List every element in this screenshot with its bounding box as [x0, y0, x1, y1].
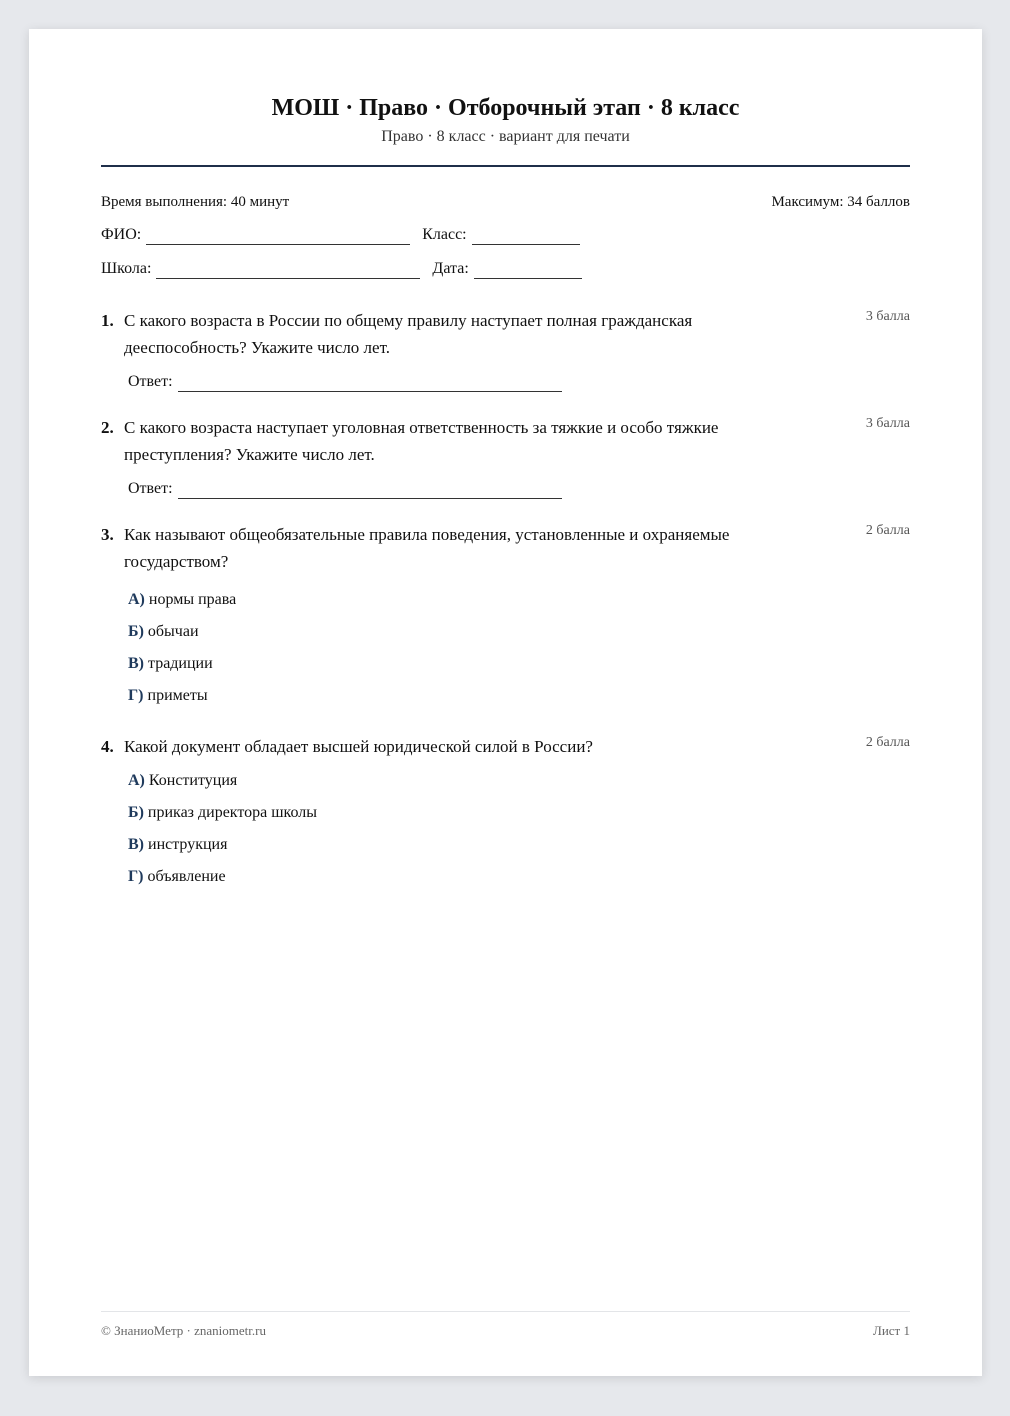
- question-2: [101, 414, 910, 499]
- option-text: приказ директора школы: [147, 804, 318, 821]
- option-text: инструкция: [148, 836, 228, 853]
- option-letter: Б): [128, 804, 144, 821]
- fio-field[interactable]: [146, 230, 410, 245]
- answer-row: [128, 372, 910, 392]
- school-date-row: [101, 259, 910, 279]
- option-text: нормы права: [148, 591, 237, 608]
- option-text: Конституция: [148, 772, 238, 789]
- option-letter: В): [128, 836, 144, 853]
- fio-class-row: [101, 225, 910, 245]
- answer-field[interactable]: [178, 484, 562, 499]
- question-number: 3.: [101, 525, 114, 544]
- option-letter: Г): [128, 687, 144, 704]
- option-g[interactable]: [128, 867, 910, 899]
- answer-row: [128, 479, 910, 499]
- option-text: традиции: [148, 655, 213, 672]
- question-number: 4.: [101, 737, 114, 756]
- option-b[interactable]: [128, 622, 910, 654]
- school-label: Школа:: [101, 260, 152, 277]
- date-label: Дата:: [432, 260, 469, 277]
- option-text: обычаи: [147, 623, 199, 640]
- option-b[interactable]: [128, 803, 910, 835]
- question-text: С какого возраста наступает уголовная ответственность за тяжкие и особо тяжкие преступления? Укажите число лет.: [124, 418, 719, 464]
- option-text: приметы: [147, 687, 208, 704]
- option-letter: А): [128, 772, 145, 789]
- answer-label: Ответ:: [128, 480, 173, 497]
- options-list: [101, 590, 910, 718]
- option-letter: Б): [128, 623, 144, 640]
- option-text: объявление: [147, 868, 226, 885]
- question-points: 3 балла: [865, 309, 910, 324]
- question-points: 2 балла: [865, 735, 910, 750]
- option-letter: А): [128, 591, 145, 608]
- answer-field[interactable]: [178, 377, 562, 392]
- time-limit: Время выполнения: 40 минут: [101, 194, 290, 210]
- options-list: [101, 771, 910, 899]
- school-field[interactable]: [156, 264, 420, 279]
- question-3: [101, 521, 910, 718]
- footer-page-number: Лист 1: [873, 1323, 910, 1338]
- question-points: 2 балла: [865, 523, 910, 538]
- class-label: Класс:: [422, 226, 467, 243]
- answer-label: Ответ:: [128, 373, 173, 390]
- option-v[interactable]: [128, 835, 910, 867]
- header-divider: [101, 165, 910, 167]
- option-letter: Г): [128, 868, 144, 885]
- question-text: Как называют общеобязательные правила поведения, установленные и охраняемые государством?: [124, 525, 730, 571]
- option-a[interactable]: [128, 771, 910, 803]
- option-a[interactable]: [128, 590, 910, 622]
- question-number: 1.: [101, 311, 114, 330]
- max-score: Максимум: 34 баллов: [771, 194, 910, 210]
- question-points: 3 балла: [865, 416, 910, 431]
- question-text: С какого возраста в России по общему правилу наступает полная гражданская дееспособность? Укажите число лет.: [124, 311, 693, 357]
- option-letter: В): [128, 655, 144, 672]
- date-field[interactable]: [474, 264, 582, 279]
- page-footer: [101, 1311, 910, 1339]
- fio-label: ФИО:: [101, 226, 142, 243]
- question-number: 2.: [101, 418, 114, 437]
- class-field[interactable]: [472, 230, 580, 245]
- footer-copyright: © ЗнаниоМетр · znaniometr.ru: [101, 1323, 266, 1338]
- page-subtitle: Право · 8 класс · вариант для печати: [381, 128, 630, 145]
- page-title: МОШ · Право · Отборочный этап · 8 класс: [271, 95, 740, 121]
- option-v[interactable]: [128, 654, 910, 686]
- option-g[interactable]: [128, 686, 910, 718]
- question-1: [101, 307, 910, 392]
- question-4: [101, 733, 910, 899]
- question-text: Какой документ обладает высшей юридической силой в России?: [124, 737, 593, 756]
- worksheet-page: [29, 29, 982, 1376]
- meta-row: [101, 192, 910, 212]
